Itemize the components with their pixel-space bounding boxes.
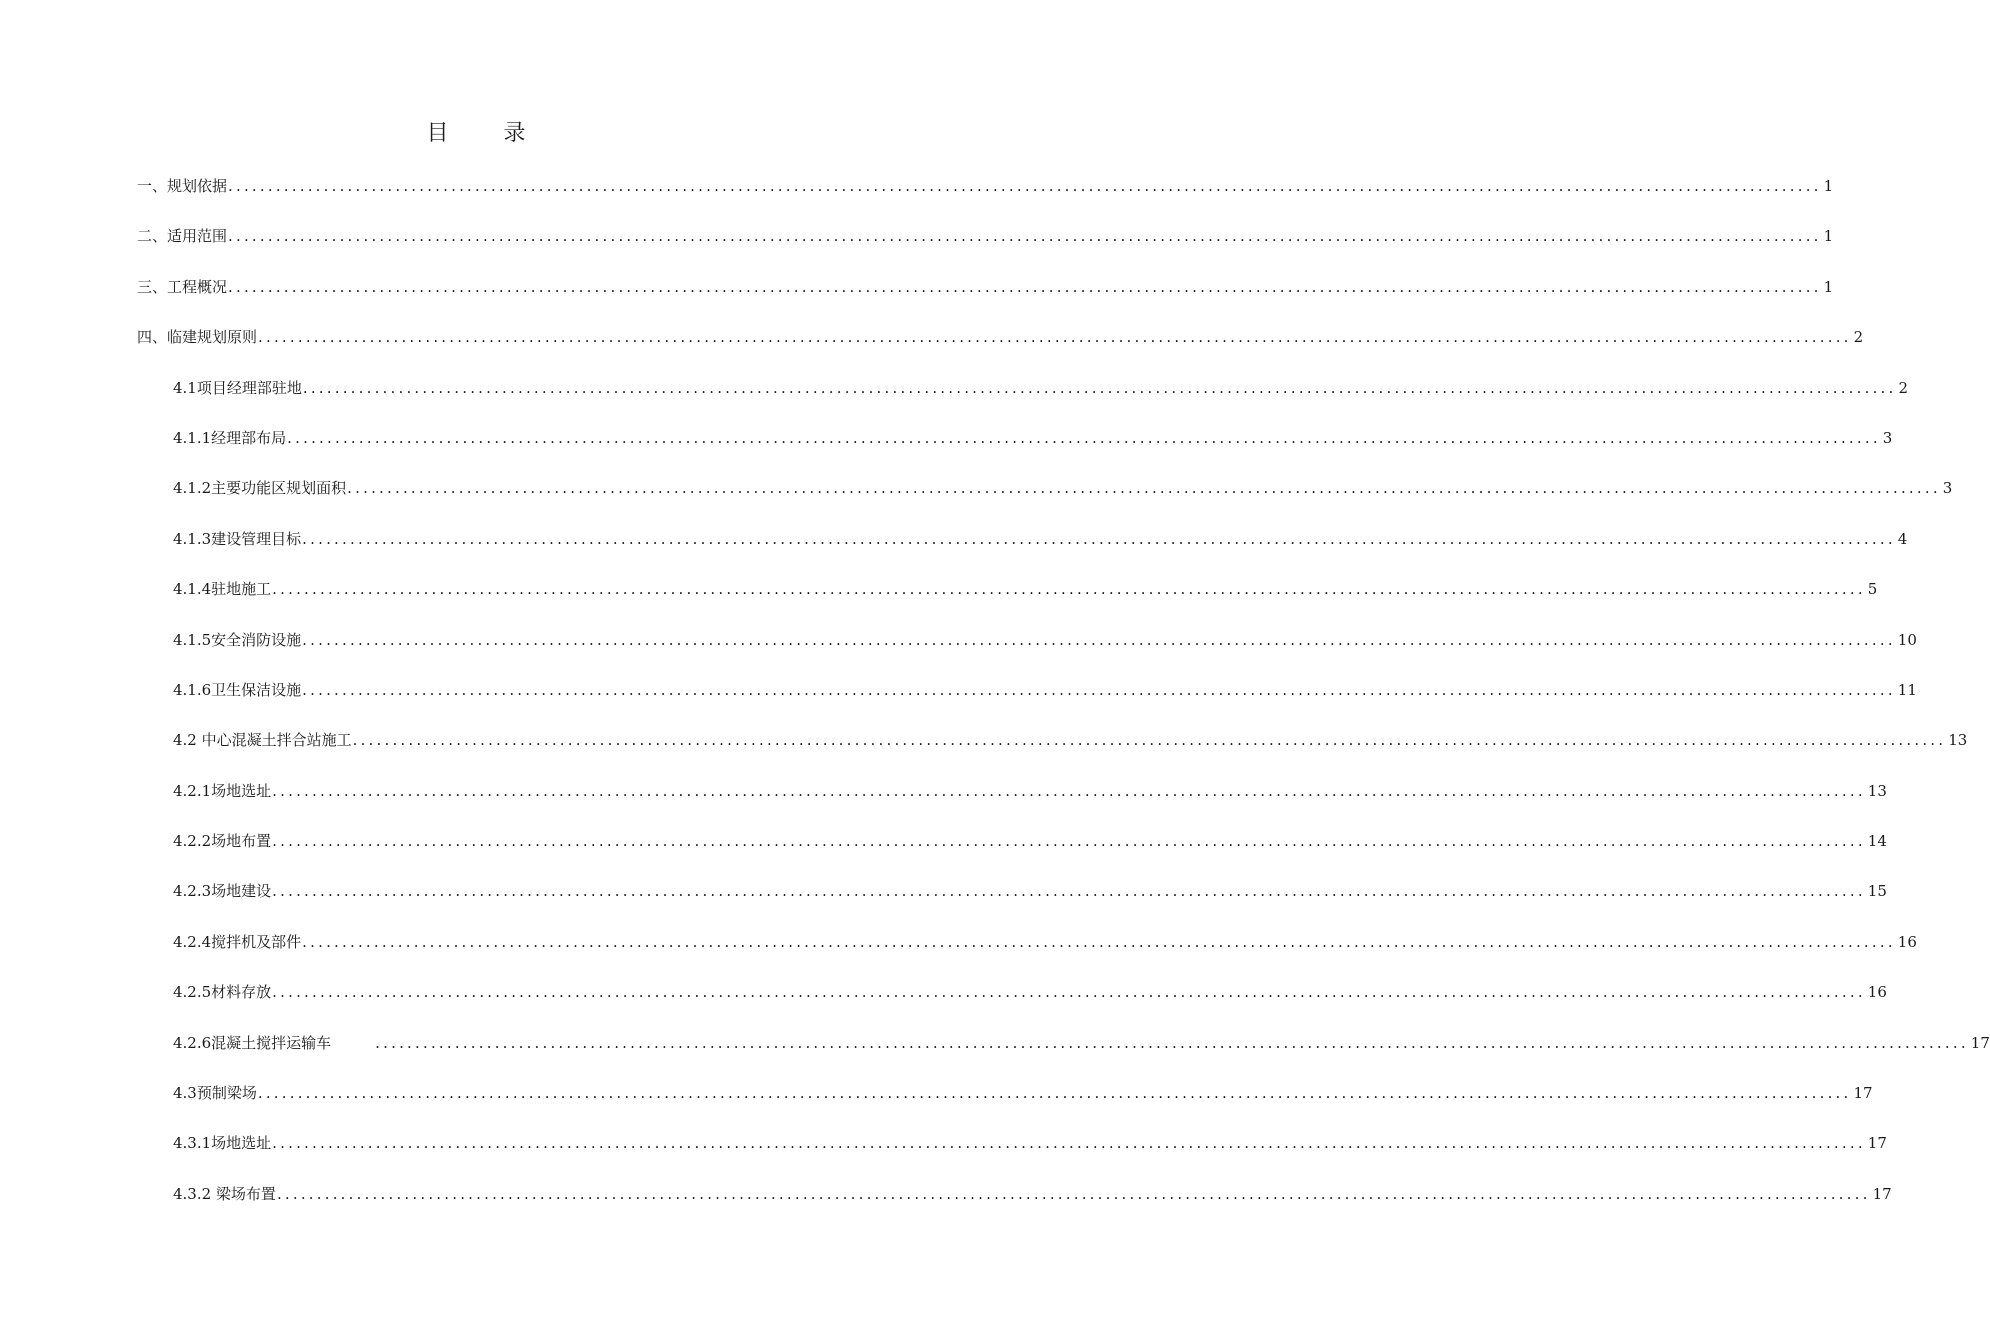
toc-entry[interactable] [137, 928, 1917, 978]
toc-leader-dots: ........................................................................................................................................................................................................ [302, 680, 1896, 699]
toc-entry-label: 4.2.3场地建设 [173, 877, 271, 905]
toc-page-number: 17 [1970, 1033, 1990, 1052]
toc-entry-label: 4.3预制梁场 [173, 1079, 257, 1107]
toc-page-number: 11 [1897, 680, 1917, 699]
toc-page-number: 17 [1853, 1084, 1873, 1103]
toc-entry[interactable] [137, 273, 1834, 323]
toc-entry[interactable] [137, 877, 1887, 927]
toc-entry-label: 4.1.1经理部布局 [173, 424, 286, 452]
toc-page-number: 4 [1897, 529, 1908, 548]
toc-entry[interactable] [137, 978, 1887, 1028]
toc-entry-label: 4.3.1场地选址 [173, 1129, 271, 1157]
toc-entry[interactable] [137, 374, 1909, 424]
toc-entry[interactable] [137, 827, 1887, 877]
toc-page-number: 16 [1897, 932, 1917, 951]
toc-entry-label: 4.1.6卫生保洁设施 [173, 676, 301, 704]
toc-page-number: 2 [1898, 378, 1909, 397]
toc-page-number: 14 [1867, 832, 1887, 851]
toc-entry-label: 4.2.2场地布置 [173, 827, 271, 855]
toc-leader-dots: ........................................................................................................................................................................................................ [272, 983, 1866, 1002]
toc-page-number: 17 [1867, 1134, 1887, 1153]
toc-entry-label: 4.2.4搅拌机及部件 [173, 928, 301, 956]
toc-entry[interactable] [137, 676, 1917, 726]
toc-entry-label: 一、规划依据 [137, 172, 227, 200]
toc-leader-dots: ........................................................................................................................................................................................................ [302, 378, 1897, 397]
toc-entry-label: 二、适用范围 [137, 222, 227, 250]
toc-page-number: 15 [1867, 882, 1887, 901]
toc-leader-dots: ........................................................................................................................................................................................................ [272, 781, 1866, 800]
toc-entry[interactable] [137, 1180, 1892, 1230]
toc-entry-label: 四、临建规划原则 [137, 323, 257, 351]
toc-page-number: 3 [1942, 479, 1953, 498]
toc-leader-dots: ........................................................................................................................................................................................................ [352, 731, 1947, 750]
toc-entry[interactable] [137, 172, 1834, 222]
toc-leader-dots: ........................................................................................................................................................................................................ [257, 1084, 1852, 1103]
toc-page-number: 5 [1867, 580, 1878, 599]
toc-entry-label: 4.1.4驻地施工 [173, 575, 271, 603]
toc-page-number: 13 [1948, 731, 1968, 750]
toc-leader-dots: ........................................................................................................................................................................................................ [272, 832, 1866, 851]
toc-page-number: 10 [1897, 630, 1917, 649]
toc-page-number: 1 [1823, 277, 1834, 296]
toc-entry-label: 三、工程概况 [137, 273, 227, 301]
table-of-contents [137, 172, 1990, 1230]
toc-entry[interactable] [137, 1129, 1887, 1179]
toc-page-number: 1 [1823, 177, 1834, 195]
toc-leader-dots: ........................................................................................................................................................................................................ [272, 1134, 1866, 1153]
toc-entry-label: 4.2.5材料存放 [173, 978, 271, 1006]
toc-page-number: 3 [1882, 428, 1893, 447]
toc-entry-label: 4.1.3建设管理目标 [173, 525, 301, 553]
toc-leader-dots: ........................................................................................................................................................................................................ [272, 580, 1866, 599]
toc-page-number: 13 [1867, 781, 1887, 800]
toc-entry-label: 4.2 中心混凝土拌合站施工 [173, 726, 352, 754]
toc-entry[interactable] [137, 626, 1917, 676]
toc-entry-label: 4.2.6混凝土搅拌运输车 [173, 1029, 331, 1057]
toc-leader-dots: ........................................................................................................................................................................................................ [272, 882, 1866, 901]
toc-leader-dots: ........................................................................................................................................................................................................ [228, 227, 1822, 246]
toc-entry[interactable] [137, 323, 1864, 373]
toc-leader-dots: ........................................................................................................................................................................................................ [302, 932, 1896, 951]
toc-leader-dots: ........................................................................................................................................................................................................ [375, 1033, 1969, 1052]
toc-page-number: 16 [1867, 983, 1887, 1002]
toc-leader-dots: ........................................................................................................................................................................................................ [302, 630, 1896, 649]
toc-entry[interactable] [137, 474, 1953, 524]
toc-entry[interactable] [137, 222, 1834, 272]
toc-entry[interactable] [137, 777, 1887, 827]
toc-page-number: 1 [1823, 227, 1834, 246]
toc-leader-dots: ........................................................................................................................................................................................................ [228, 277, 1822, 296]
toc-page-number: 17 [1872, 1184, 1892, 1203]
toc-entry-label: 4.2.1场地选址 [173, 777, 271, 805]
toc-leader-dots: ........................................................................................................................................................................................................ [258, 328, 1852, 347]
toc-leader-dots: ........................................................................................................................................................................................................ [287, 428, 1881, 447]
toc-entry[interactable] [137, 525, 1908, 575]
toc-entry-label: 4.1.2主要功能区规划面积 [173, 474, 346, 502]
toc-leader-dots: ........................................................................................................................................................................................................ [228, 177, 1822, 195]
toc-entry[interactable] [137, 424, 1893, 474]
page-title: 目 录 [426, 121, 550, 146]
toc-entry-label: 4.3.2 梁场布置 [173, 1180, 276, 1208]
toc-page-number: 2 [1853, 328, 1864, 347]
toc-entry[interactable] [137, 726, 1968, 776]
toc-entry[interactable] [137, 1029, 1990, 1079]
toc-entry[interactable] [137, 575, 1878, 625]
toc-leader-dots: ........................................................................................................................................................................................................ [276, 1184, 1871, 1203]
toc-entry[interactable] [137, 1079, 1873, 1129]
toc-leader-dots: ........................................................................................................................................................................................................ [347, 479, 1941, 498]
toc-entry-label: 4.1.5安全消防设施 [173, 626, 301, 654]
toc-entry-label: 4.1项目经理部驻地 [173, 374, 302, 402]
toc-leader-dots: ........................................................................................................................................................................................................ [302, 529, 1896, 548]
